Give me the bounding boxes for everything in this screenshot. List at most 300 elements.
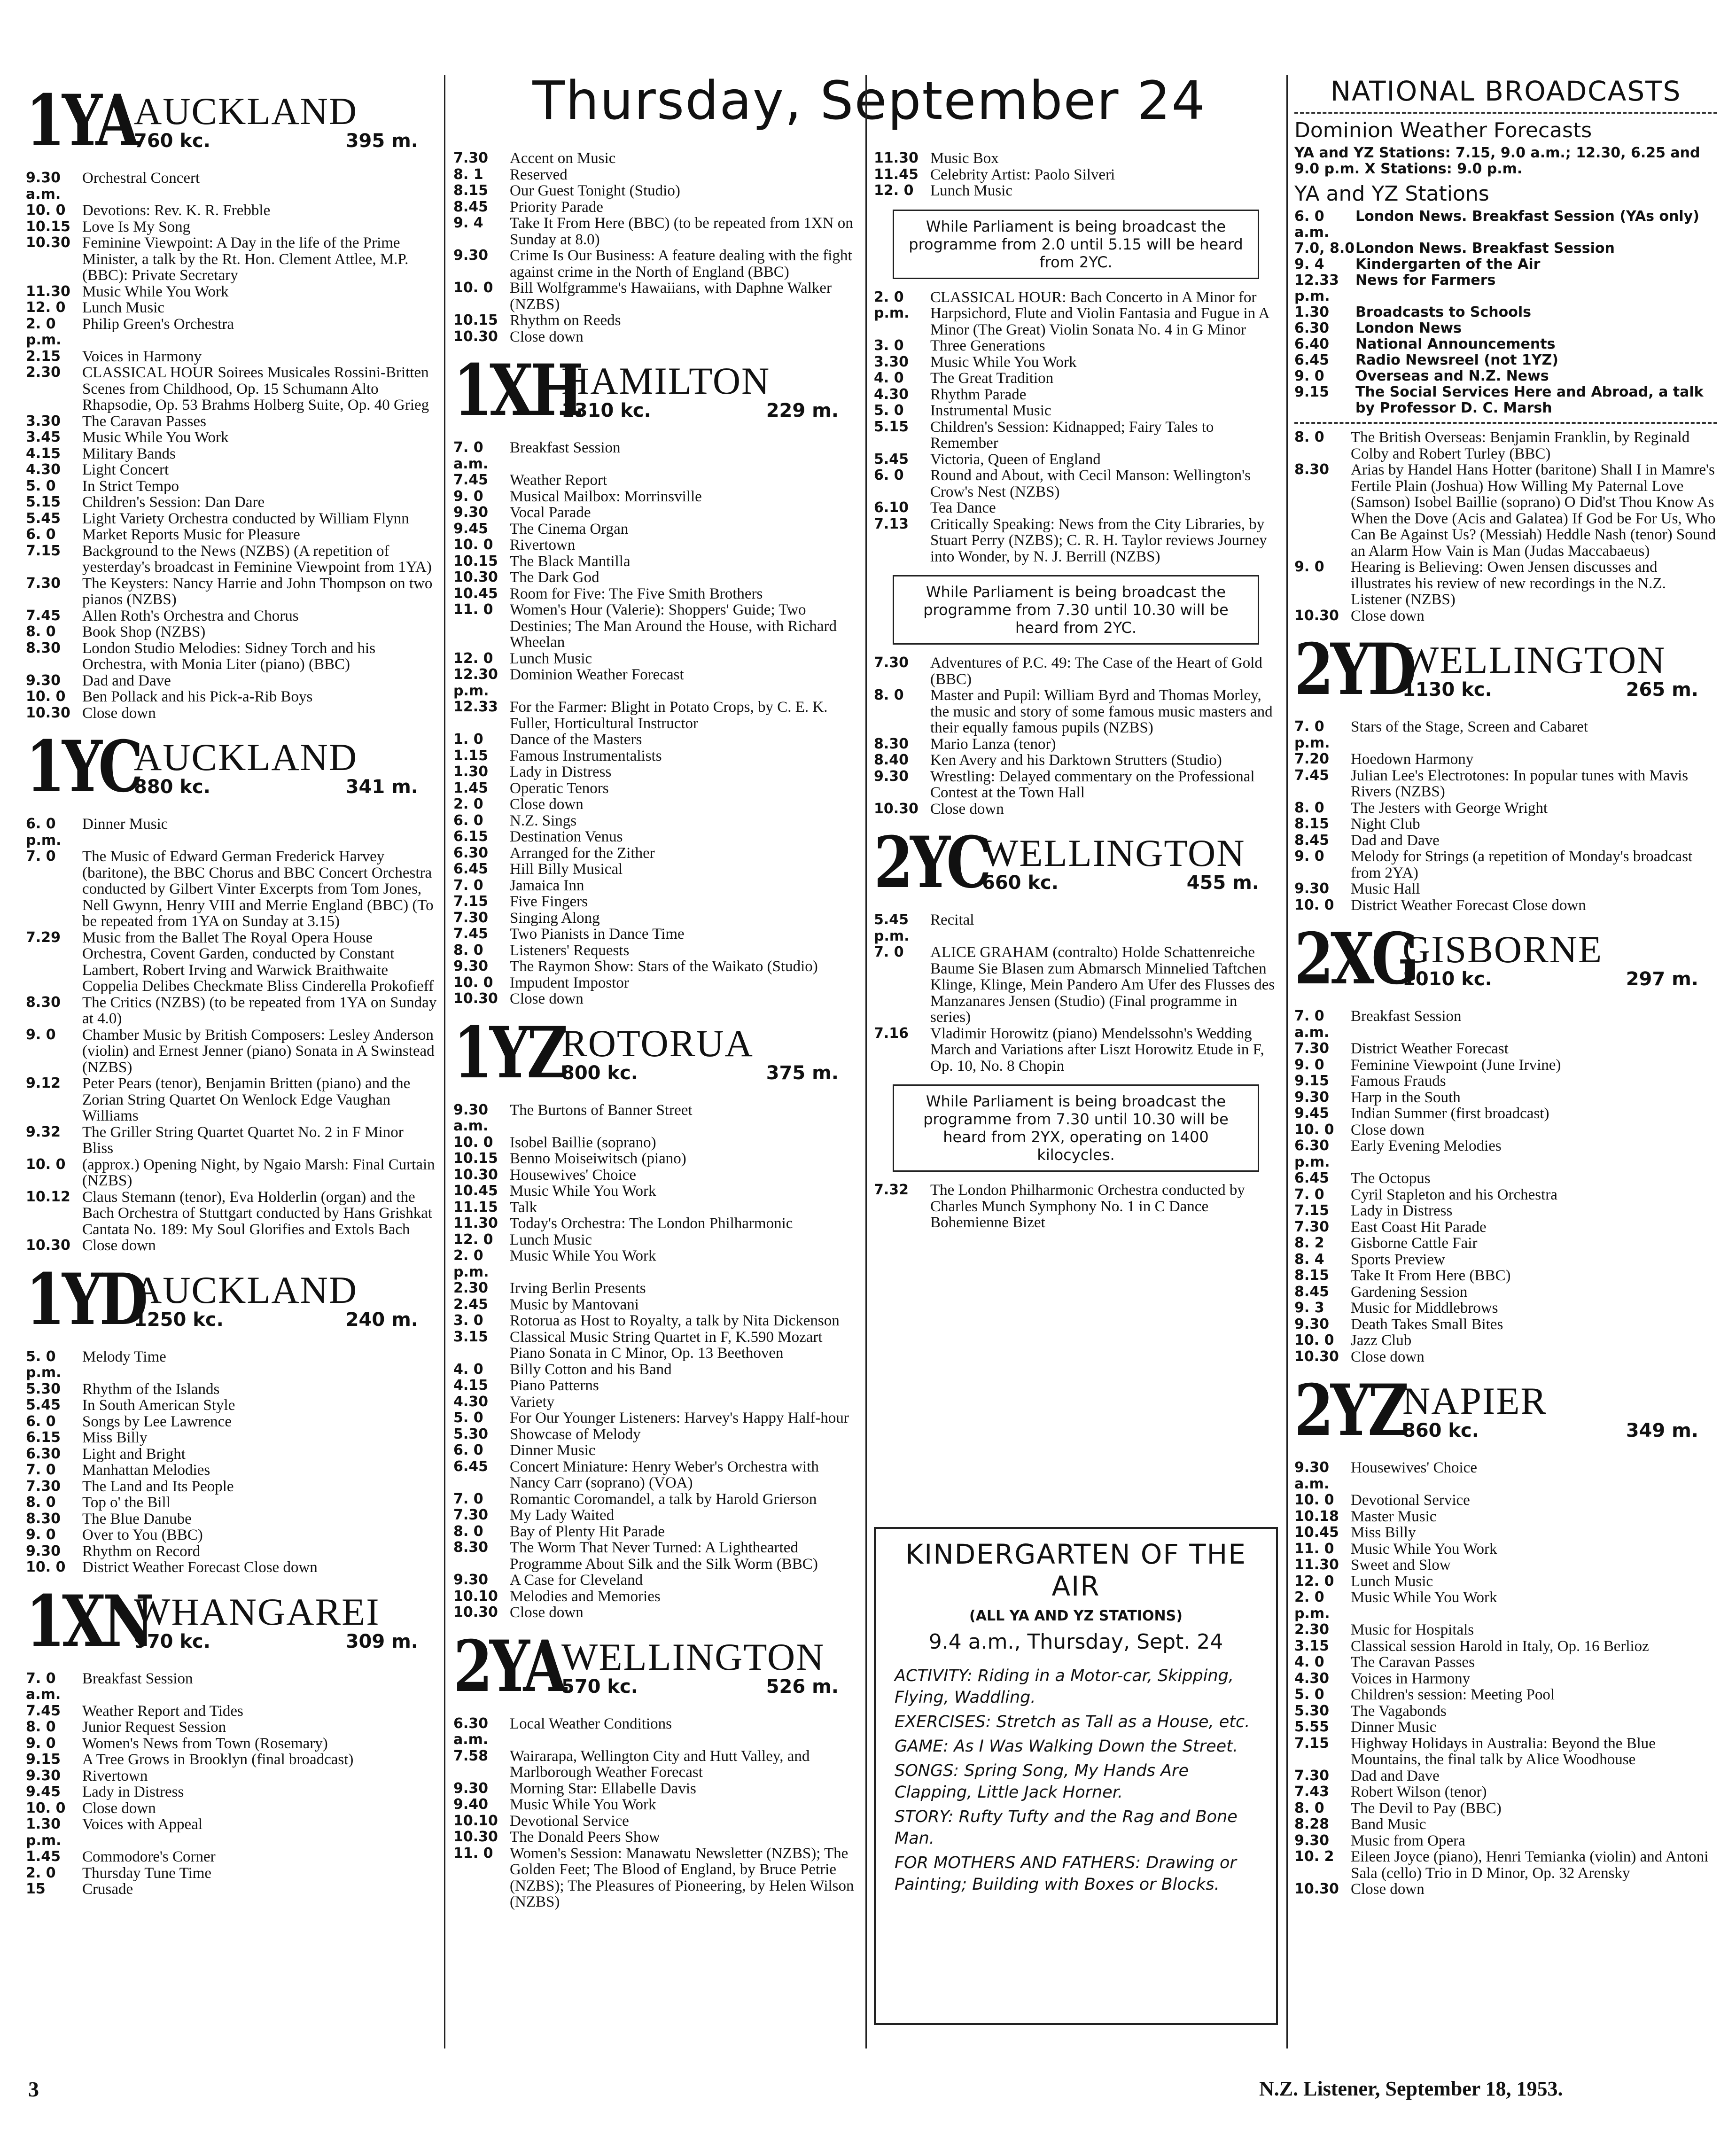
programme-row bbox=[26, 995, 437, 1027]
programme-row bbox=[874, 387, 1278, 403]
programme-title: Peter Pears (tenor), Benjamin Britten (piano) and the Zorian String Quartet On Wenlock Edge Vaughan Williams bbox=[82, 1075, 411, 1124]
programme-time: 10.30 bbox=[453, 1604, 498, 1620]
programme-time: 9.30 bbox=[453, 1572, 489, 1588]
programme-time: 1. 0 bbox=[453, 731, 483, 748]
programme-title: Rhythm of the Islands bbox=[82, 1380, 220, 1398]
programme-title: Jamaica Inn bbox=[510, 877, 584, 894]
programme-title: Jazz Club bbox=[1351, 1332, 1412, 1349]
programme-row bbox=[453, 942, 857, 959]
programme-title: The Land and Its People bbox=[82, 1478, 234, 1495]
station-wavelength: 341 m. bbox=[345, 776, 418, 798]
programme-time: 9.30 bbox=[874, 768, 909, 785]
programme-row bbox=[1294, 1703, 1717, 1720]
programme-title: The Black Mantilla bbox=[510, 553, 631, 570]
programme-title: Top o' the Bill bbox=[82, 1494, 171, 1511]
national-time: 6.40 bbox=[1294, 336, 1330, 352]
programme-time: 6.30 bbox=[26, 1445, 61, 1462]
programme-row bbox=[453, 199, 857, 216]
programme-row bbox=[874, 338, 1278, 354]
programme-row bbox=[453, 505, 857, 521]
programme-time: 10.30 bbox=[26, 1237, 70, 1254]
programme-title: The Griller String Quartet Quartet No. 2 in F Minor Bliss bbox=[82, 1123, 404, 1157]
programme-title: Critically Speaking: News from the City Libraries, by Stuart Perry (NZBS); C. R. H. Taylor reviews Journey into Wonder, by N. J. Berrill (NZBS) bbox=[930, 515, 1267, 565]
programme-title: Dance of the Masters bbox=[510, 731, 642, 748]
programme-time: 7.45 bbox=[26, 607, 61, 624]
programme-title: Manhattan Melodies bbox=[82, 1462, 210, 1479]
programme-title: Close down bbox=[82, 1799, 156, 1817]
programme-row bbox=[453, 537, 857, 553]
programme-row bbox=[453, 569, 857, 586]
programme-row bbox=[453, 1829, 857, 1846]
programme-time: 11.30 bbox=[453, 1215, 498, 1231]
programme-row bbox=[874, 183, 1278, 199]
programme-time: 1.45 bbox=[453, 779, 489, 796]
programme-time: 5.15 bbox=[874, 418, 909, 435]
programme-row bbox=[453, 1248, 857, 1280]
programme-row bbox=[453, 1507, 857, 1524]
programme-title: Celebrity Artist: Paolo Silveri bbox=[930, 166, 1115, 183]
programme-time: 10. 0 bbox=[453, 1134, 493, 1151]
programme-time: 8. 0 bbox=[1294, 1799, 1324, 1816]
programme-title: For the Farmer: Blight in Potato Crops, by C. E. K. Fuller, Horticultural Instructor bbox=[510, 699, 828, 732]
programme-title: Victoria, Queen of England bbox=[930, 451, 1101, 468]
programme-row bbox=[453, 651, 857, 667]
programme-row bbox=[1294, 897, 1717, 914]
programme-title: Claus Stemann (tenor), Eva Holderlin (organ) and the Bach Orchestra of Stuttgart conducted by Hans Grishkat Cantata No. 189: My Soul Glorifies and Extols Bach bbox=[82, 1188, 433, 1238]
programme-row bbox=[453, 329, 857, 345]
programme-row bbox=[453, 1524, 857, 1540]
programme-time: 12. 0 bbox=[453, 650, 493, 667]
programme-title: My Lady Waited bbox=[510, 1507, 615, 1524]
programme-title: The Vagabonds bbox=[1351, 1702, 1447, 1720]
programme-time: 5.45 p.m. bbox=[874, 911, 910, 944]
programme-time: 1.45 bbox=[26, 1848, 61, 1865]
station-wavelength: 240 m. bbox=[345, 1308, 418, 1331]
programme-time: 4. 0 bbox=[874, 370, 904, 386]
programme-time: 8.15 bbox=[1294, 1267, 1330, 1284]
station-city: ROTORUA bbox=[561, 1021, 754, 1065]
national-row bbox=[1294, 304, 1717, 320]
programme-title: The Music of Edward German Frederick Harvey (baritone), the BBC Chorus and BBC Concert Orchestra conducted by Gilbert Vinter Excerpts from Tom Jones, Nell Gwynn, Henry VIII and Merrie England (BBC) (To be repeated from 1YA on Sunday at 3.15) bbox=[82, 848, 434, 930]
programme-row bbox=[1294, 1187, 1717, 1203]
programme-time: 10. 0 bbox=[26, 202, 66, 218]
programme-time: 5.15 bbox=[26, 494, 61, 510]
programme-row bbox=[453, 958, 857, 975]
programme-time: 6.45 bbox=[1294, 1170, 1330, 1186]
station-city: AUCKLAND bbox=[134, 1268, 358, 1311]
station-wavelength: 265 m. bbox=[1626, 679, 1698, 701]
national-title: News for Farmers bbox=[1355, 272, 1496, 288]
programme-title: In Strict Tempo bbox=[82, 477, 179, 495]
programme-row bbox=[453, 1426, 857, 1443]
programme-time: 5.30 bbox=[1294, 1702, 1330, 1719]
programme-title: Voices in Harmony bbox=[1351, 1670, 1471, 1687]
programme-title: Melodies and Memories bbox=[510, 1588, 661, 1605]
programme-time: 1.30 p.m. bbox=[26, 1816, 62, 1849]
programme-time: 11.15 bbox=[453, 1199, 498, 1215]
programme-title: Devotional Service bbox=[510, 1812, 629, 1830]
programme-time: 10.30 bbox=[1294, 1348, 1339, 1365]
programme-title: Military Bands bbox=[82, 445, 176, 462]
programme-row bbox=[1294, 559, 1717, 608]
column-divider bbox=[444, 75, 445, 2048]
programme-row bbox=[1294, 1719, 1717, 1736]
station-heading bbox=[874, 821, 1278, 907]
national-title: National Announcements bbox=[1355, 336, 1556, 352]
programme-row bbox=[26, 511, 437, 527]
programme-title: Lunch Music bbox=[82, 299, 165, 316]
programme-time: 8. 0 bbox=[26, 1719, 56, 1735]
station-heading bbox=[453, 1625, 857, 1711]
programme-time: 4. 0 bbox=[1294, 1654, 1324, 1670]
programme-title: In South American Style bbox=[82, 1397, 235, 1414]
programme-title: Lady in Distress bbox=[510, 763, 612, 780]
weather-text: YA and YZ Stations: 7.15, 9.0 a.m.; 12.30, 6.25 and 9.0 p.m. X Stations: 9.0 p.m. bbox=[1294, 145, 1700, 177]
programme-title: For Our Younger Listeners: Harvey's Happy Half-hour bbox=[510, 1410, 849, 1426]
programme-title: Highway Holidays in Australia: Beyond the Blue Mountains, the final talk by Alice Woodhouse bbox=[1351, 1735, 1656, 1768]
station-wavelength: 297 m. bbox=[1626, 968, 1698, 990]
station-wavelength: 395 m. bbox=[345, 130, 418, 152]
programme-row bbox=[874, 912, 1278, 944]
programme-title: The Critics (NZBS) (to be repeated from 1YA on Sunday at 4.0) bbox=[82, 994, 437, 1027]
programme-row bbox=[453, 1813, 857, 1830]
programme-row bbox=[453, 813, 857, 829]
programme-row bbox=[453, 845, 857, 862]
programme-row bbox=[1294, 608, 1717, 624]
programme-title: Lady in Distress bbox=[82, 1784, 184, 1800]
programme-title: Room for Five: The Five Smith Brothers bbox=[510, 585, 763, 602]
programme-time: 7.45 bbox=[1294, 767, 1330, 784]
programme-row bbox=[26, 1075, 437, 1124]
programme-row bbox=[453, 1589, 857, 1605]
programme-row bbox=[874, 419, 1278, 452]
station-city: WHANGAREI bbox=[134, 1590, 380, 1633]
kindergarten-line: STORY: Rufty Tufty and the Rag and Bone Man. bbox=[895, 1807, 1238, 1848]
programme-title: Talk bbox=[510, 1199, 537, 1216]
station-call-sign: 2YA bbox=[453, 1625, 564, 1708]
programme-row bbox=[26, 1752, 437, 1768]
national-row bbox=[1294, 257, 1717, 273]
programme-row bbox=[26, 1800, 437, 1817]
programme-row bbox=[1294, 768, 1717, 800]
station-call-sign: 1XH bbox=[453, 349, 581, 432]
programme-time: 7. 0 bbox=[453, 877, 483, 894]
programme-time: 9.30 bbox=[26, 1767, 61, 1784]
programme-title: Lunch Music bbox=[930, 182, 1013, 199]
station-heading bbox=[1294, 918, 1717, 1004]
programme-time: 8.30 bbox=[1294, 461, 1330, 478]
programme-row bbox=[1294, 1736, 1717, 1768]
programme-title: Feminine Viewpoint (June Irvine) bbox=[1351, 1056, 1561, 1074]
column-2 bbox=[453, 150, 857, 1910]
programme-title: The Raymon Show: Stars of the Waikato (Studio) bbox=[510, 958, 818, 975]
programme-title: The Keysters: Nancy Harrie and John Thompson on two pianos (NZBS) bbox=[82, 575, 433, 608]
programme-title: Music While You Work bbox=[510, 1183, 656, 1199]
programme-title: Miss Billy bbox=[82, 1429, 148, 1446]
station-wavelength: 526 m. bbox=[766, 1675, 839, 1698]
programme-title: Close down bbox=[82, 704, 156, 722]
programme-row bbox=[26, 816, 437, 849]
programme-time: 10. 0 bbox=[1294, 1492, 1334, 1508]
programme-title: Music Box bbox=[930, 150, 999, 167]
programme-row bbox=[874, 354, 1278, 371]
programme-title: Music While You Work bbox=[930, 353, 1077, 371]
national-row bbox=[1294, 384, 1717, 416]
programme-row bbox=[1294, 1833, 1717, 1849]
programme-title: Billy Cotton and his Band bbox=[510, 1361, 672, 1378]
programme-time: 5.45 bbox=[26, 1397, 61, 1413]
programme-title: Music While You Work bbox=[82, 429, 229, 446]
programme-time: 10.30 bbox=[1294, 607, 1339, 624]
station-heading bbox=[453, 1011, 857, 1098]
programme-row bbox=[1294, 1122, 1717, 1138]
programme-time: 9.45 bbox=[1294, 1105, 1330, 1122]
national-time: 7.0, 8.0 bbox=[1294, 240, 1355, 257]
programme-title: Round and About, with Cecil Manson: Wellington's Crow's Nest (NZBS) bbox=[930, 467, 1251, 500]
programme-row bbox=[874, 1026, 1278, 1075]
programme-time: 7.43 bbox=[1294, 1784, 1330, 1800]
programme-title: Dad and Dave bbox=[82, 672, 171, 689]
programme-row bbox=[26, 1157, 437, 1189]
programme-time: 8.15 bbox=[453, 182, 489, 199]
programme-title: Music by Mantovani bbox=[510, 1296, 639, 1313]
programme-time: 5. 0 bbox=[874, 402, 904, 419]
station-city: GISBORNE bbox=[1402, 928, 1603, 971]
programme-time: 10.30 bbox=[26, 234, 70, 251]
programme-row bbox=[26, 1784, 437, 1800]
programme-row bbox=[1294, 1589, 1717, 1622]
programme-row bbox=[453, 1394, 857, 1410]
station-frequency: 800 kc. bbox=[561, 1062, 638, 1084]
programme-row bbox=[453, 699, 857, 732]
programme-row bbox=[1294, 1654, 1717, 1671]
programme-title: Five Fingers bbox=[510, 893, 588, 910]
programme-row bbox=[453, 1378, 857, 1394]
national-row bbox=[1294, 241, 1717, 257]
programme-time: 12. 0 bbox=[1294, 1573, 1334, 1589]
programme-title: Bill Wolfgramme's Hawaiians, with Daphne Walker (NZBS) bbox=[510, 280, 832, 313]
national-broadcasts-title: NATIONAL BROADCASTS bbox=[1294, 75, 1717, 114]
programme-title: Close down bbox=[1351, 1348, 1425, 1365]
programme-title: Music from Opera bbox=[1351, 1832, 1465, 1849]
programme-time: 7.29 bbox=[26, 929, 61, 946]
programme-row bbox=[1294, 1219, 1717, 1236]
programme-time: 10.15 bbox=[453, 1150, 498, 1167]
programme-time: 10. 0 bbox=[453, 280, 493, 296]
programme-time: 9.30 bbox=[453, 504, 489, 521]
programme-row bbox=[26, 235, 437, 284]
programme-row bbox=[453, 1183, 857, 1199]
programme-time: 10.30 bbox=[453, 990, 498, 1007]
programme-time: 2. 0 p.m. bbox=[874, 288, 910, 321]
programme-row bbox=[26, 1527, 437, 1543]
programme-title: Weather Report and Tides bbox=[82, 1702, 243, 1720]
programme-time: 9.30 bbox=[1294, 880, 1330, 897]
programme-time: 6. 0 p.m. bbox=[26, 816, 62, 849]
programme-time: 7. 0 bbox=[874, 944, 904, 960]
programme-title: Lunch Music bbox=[1351, 1573, 1433, 1590]
programme-row bbox=[26, 170, 437, 202]
programme-row bbox=[1294, 1170, 1717, 1187]
programme-time: 9.15 bbox=[26, 1751, 61, 1768]
programme-time: 12. 0 bbox=[26, 299, 66, 316]
programme-title: Crime Is Our Business: A feature dealing with the fight against crime in the North of England (BBC) bbox=[510, 247, 852, 280]
programme-time: 7.30 bbox=[1294, 1040, 1330, 1057]
programme-row bbox=[26, 1671, 437, 1703]
programme-time: 8.30 bbox=[26, 994, 61, 1011]
programme-row bbox=[453, 861, 857, 878]
programme-title: Local Weather Conditions bbox=[510, 1715, 672, 1732]
programme-row bbox=[1294, 429, 1717, 462]
programme-time: 12.30 p.m. bbox=[453, 666, 498, 699]
programme-time: 10.30 bbox=[26, 704, 70, 721]
programme-title: Feminine Viewpoint: A Day in the life of the Prime Minister, a talk by the Rt. Hon. Clement Attlee, M.P. (BBC): Private Secretary bbox=[82, 234, 409, 284]
programme-title: Close down bbox=[510, 990, 584, 1007]
programme-row bbox=[26, 930, 437, 995]
programme-row bbox=[1294, 1235, 1717, 1252]
programme-row bbox=[453, 183, 857, 199]
station-call-sign: 2YC bbox=[874, 821, 989, 904]
station-call-sign: 1XN bbox=[26, 1580, 152, 1663]
national-row bbox=[1294, 320, 1717, 336]
programme-title: The Caravan Passes bbox=[1351, 1654, 1475, 1671]
programme-time: 2. 0 bbox=[453, 796, 483, 812]
parliament-notice: While Parliament is being broadcast the programme from 7.30 until 10.30 will be heard from 2YC. bbox=[893, 575, 1259, 645]
station-heading bbox=[1294, 628, 1717, 714]
national-row bbox=[1294, 368, 1717, 384]
programme-row bbox=[26, 1124, 437, 1157]
national-title: Overseas and N.Z. News bbox=[1355, 368, 1549, 384]
programme-time: 9.30 a.m. bbox=[453, 1101, 489, 1134]
programme-title: Devotions: Rev. K. R. Frebble bbox=[82, 202, 271, 219]
programme-row bbox=[1294, 1671, 1717, 1687]
national-time: 6. 0 a.m. bbox=[1294, 208, 1330, 241]
programme-time: 7. 0 bbox=[453, 1490, 483, 1507]
programme-title: Music While You Work bbox=[1351, 1540, 1497, 1558]
station-frequency: 1010 kc. bbox=[1402, 968, 1492, 990]
programme-time: 9. 0 bbox=[453, 488, 483, 505]
kindergarten-title: KINDERGARTEN OF THE AIR bbox=[905, 1538, 1246, 1602]
programme-time: 10.45 bbox=[1294, 1524, 1339, 1541]
programme-row bbox=[453, 780, 857, 797]
programme-row bbox=[26, 849, 437, 930]
programme-time: 6.30 bbox=[453, 844, 489, 861]
programme-time: 10.10 bbox=[453, 1812, 498, 1829]
programme-time: 8. 0 bbox=[874, 687, 904, 703]
station-city: AUCKLAND bbox=[134, 736, 358, 779]
programme-time: 5. 0 bbox=[1294, 1686, 1324, 1703]
programme-title: Night Club bbox=[1351, 816, 1420, 833]
programme-row bbox=[1294, 1541, 1717, 1558]
programme-row bbox=[26, 316, 437, 349]
programme-title: Mario Lanza (tenor) bbox=[930, 735, 1056, 753]
programme-title: Impudent Impostor bbox=[510, 974, 629, 991]
programme-time: 9.30 bbox=[1294, 1832, 1330, 1849]
programme-time: 9. 0 bbox=[1294, 1056, 1324, 1073]
programme-title: Devotional Service bbox=[1351, 1492, 1470, 1509]
programme-title: Isobel Baillie (soprano) bbox=[510, 1134, 656, 1151]
programme-title: Master Music bbox=[1351, 1508, 1437, 1525]
programme-title: (approx.) Opening Night, by Ngaio Marsh: Final Curtain (NZBS) bbox=[82, 1156, 435, 1189]
station-call-sign: 1YC bbox=[26, 725, 140, 808]
kindergarten-line: FOR MOTHERS AND FATHERS: Drawing or Painting; Building with Boxes or Blocks. bbox=[895, 1854, 1237, 1894]
station-city: WELLINGTON bbox=[561, 1635, 825, 1678]
programme-row bbox=[26, 300, 437, 316]
programme-time: 6.10 bbox=[874, 499, 909, 516]
programme-time: 2. 0 p.m. bbox=[26, 315, 62, 348]
programme-row bbox=[453, 280, 857, 312]
parliament-notice: While Parliament is being broadcast the programme from 2.0 until 5.15 will be heard from 2YC. bbox=[893, 210, 1259, 279]
programme-row bbox=[1294, 1008, 1717, 1041]
programme-row bbox=[26, 640, 437, 673]
programme-row bbox=[1294, 816, 1717, 833]
programme-title: District Weather Forecast bbox=[1351, 1040, 1509, 1057]
page-title: Thursday, September 24 bbox=[532, 70, 1206, 132]
programme-row bbox=[453, 829, 857, 845]
programme-time: 10.18 bbox=[1294, 1508, 1339, 1525]
kindergarten-line: GAME: As I Was Walking Down the Street. bbox=[895, 1737, 1238, 1756]
programme-title: Music Hall bbox=[1351, 880, 1420, 897]
programme-row bbox=[874, 736, 1278, 753]
programme-time: 6. 0 bbox=[453, 1442, 483, 1458]
programme-time: 5.45 bbox=[26, 510, 61, 527]
programme-title: Breakfast Session bbox=[82, 1670, 193, 1687]
programme-title: Musical Mailbox: Morrinsville bbox=[510, 488, 702, 505]
programme-row bbox=[874, 655, 1278, 687]
programme-title: Stars of the Stage, Screen and Cabaret bbox=[1351, 718, 1588, 735]
programme-time: 1.15 bbox=[453, 747, 489, 764]
programme-title: Wairarapa, Wellington City and Hutt Valley, and Marlborough Weather Forecast bbox=[510, 1747, 810, 1781]
station-frequency: 760 kc. bbox=[134, 130, 210, 152]
programme-row bbox=[874, 370, 1278, 387]
national-time: 6.30 bbox=[1294, 320, 1330, 336]
programme-row bbox=[1294, 1638, 1717, 1655]
programme-time: 8.40 bbox=[874, 752, 909, 768]
programme-title: Philip Green's Orchestra bbox=[82, 315, 234, 333]
national-title: London News bbox=[1355, 320, 1462, 336]
programme-row bbox=[453, 1459, 857, 1491]
programme-time: 10.10 bbox=[453, 1588, 498, 1604]
programme-row bbox=[453, 926, 857, 942]
programme-title: Piano Patterns bbox=[510, 1377, 599, 1394]
programme-title: Ben Pollack and his Pick-a-Rib Boys bbox=[82, 688, 313, 705]
programme-row bbox=[874, 769, 1278, 801]
programme-time: 10. 0 bbox=[453, 537, 493, 553]
programme-row bbox=[1294, 849, 1717, 881]
programme-time: 8.30 bbox=[26, 639, 61, 656]
programme-time: 7. 0 bbox=[26, 1462, 56, 1478]
programme-row bbox=[453, 312, 857, 329]
programme-time: 8. 0 bbox=[1294, 799, 1324, 816]
programme-title: Dinner Music bbox=[1351, 1719, 1437, 1736]
national-time: 9.15 bbox=[1294, 384, 1330, 400]
programme-row bbox=[26, 705, 437, 722]
programme-title: CLASSICAL HOUR Soirees Musicales Rossini-Britten Scenes from Childhood, Op. 15 Schumann Alto Rhapsodie, Op. 53 Brahms Holberg Suite, Op. 40 Grieg bbox=[82, 364, 429, 413]
programme-title: Indian Summer (first broadcast) bbox=[1351, 1105, 1549, 1122]
programme-row bbox=[874, 1182, 1278, 1231]
programme-title: Robert Wilson (tenor) bbox=[1351, 1784, 1487, 1800]
station-city: NAPIER bbox=[1402, 1379, 1548, 1422]
programme-time: 7.45 bbox=[453, 472, 489, 488]
programme-title: Music While You Work bbox=[82, 283, 229, 300]
programme-title: Melody Time bbox=[82, 1348, 166, 1365]
programme-row bbox=[874, 944, 1278, 1026]
programme-title: East Coast Hit Parade bbox=[1351, 1218, 1487, 1236]
programme-time: 7.16 bbox=[874, 1025, 909, 1042]
programme-time: 9. 3 bbox=[1294, 1300, 1324, 1316]
programme-title: The Devil to Pay (BBC) bbox=[1351, 1799, 1502, 1817]
programme-row bbox=[874, 687, 1278, 736]
